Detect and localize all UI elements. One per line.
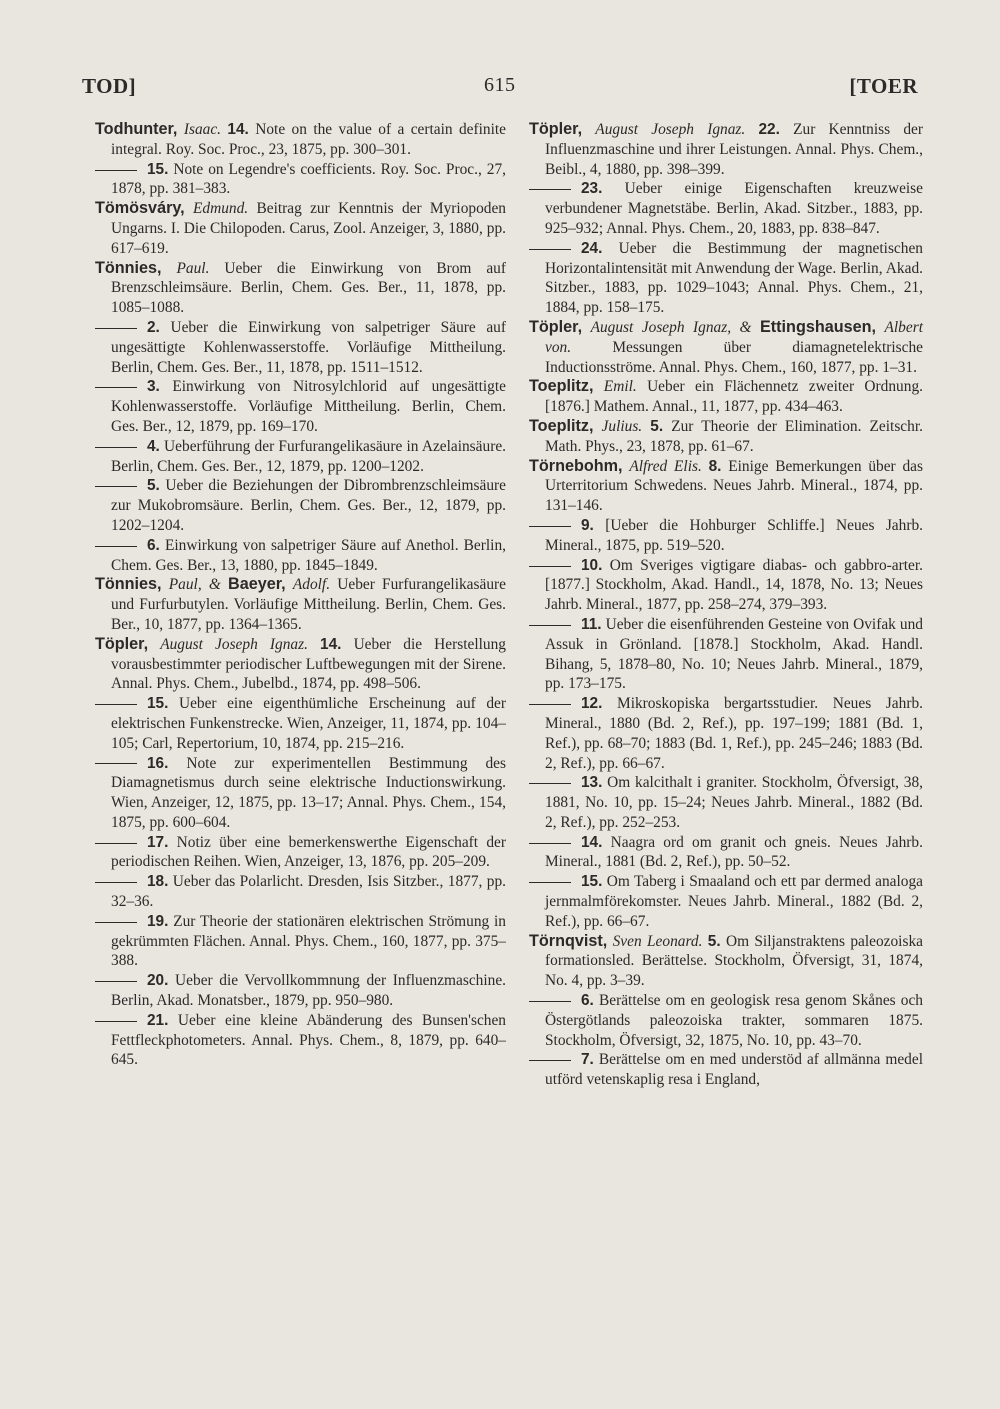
- author-surname: Törnqvist,: [529, 931, 608, 950]
- bibliography-entry: [545, 556, 923, 615]
- bibliography-entry: [545, 179, 923, 238]
- entry-citation: Einige Bemerkungen über das Urterritorium Schwedens. Neues Jahrb. Mineral., 1874, pp. 131–146.: [545, 457, 923, 515]
- bibliography-entry: [111, 476, 506, 535]
- entry-number: 20.: [147, 972, 169, 990]
- author-given-name: Paul.: [176, 259, 210, 277]
- author-surname: Törnebohm,: [529, 456, 623, 475]
- ditto-rule: [95, 981, 137, 982]
- entry-number: 15.: [581, 873, 603, 891]
- author-given-name: Isaac.: [183, 121, 222, 138]
- bibliography-entry: [545, 872, 923, 931]
- author-given-name: Edmund.: [193, 200, 249, 218]
- running-head-right: [TOER: [849, 74, 918, 98]
- page-number: 615: [484, 74, 516, 96]
- ditto-rule: [95, 387, 137, 388]
- bibliography-entry: [545, 239, 923, 318]
- right-column: [529, 120, 923, 1090]
- bibliography-entry: [545, 615, 923, 694]
- entry-citation: Om Taberg i Smaaland och ett par dermed analoga jernmalmförekomster. Neues Jahrb. Mineral., 1882 (Bd. 2, Ref.), pp. 66–67.: [545, 873, 923, 930]
- ditto-rule: [95, 1021, 137, 1022]
- ditto-rule: [529, 783, 571, 784]
- entry-number: 10.: [581, 556, 603, 574]
- entry-citation: Ueber eine kleine Abänderung des Bunsen'schen Fettfleckphotometers. Annal. Phys. Chem., 8, 1879, pp. 640–645.: [111, 1011, 506, 1069]
- entry-number: 15.: [147, 160, 169, 178]
- ditto-rule: [529, 526, 571, 527]
- ditto-rule: [529, 882, 571, 883]
- entry-citation: Ueber die Einwirkung von Brom auf Brenzschleimsäure. Berlin, Chem. Ges. Ber., 11, 1878, pp. 1085–1088.: [111, 259, 506, 317]
- ditto-rule: [95, 447, 137, 448]
- ditto-rule: [95, 328, 137, 329]
- entry-number: 24.: [581, 239, 603, 257]
- ditto-rule: [529, 249, 571, 250]
- bibliography-entry: [111, 971, 506, 1011]
- bibliography-entry: [111, 912, 506, 971]
- ditto-rule: [95, 843, 137, 844]
- entry-citation: Ueber die eisenführenden Gesteine von Ovifak und Assuk in Grönland. [1878.] Stockholm, Akad. Handl. Bihang, 5, 1878–80, No. 10; Neues Jahrb. Mineral., 1879, pp. 173–175.: [545, 615, 923, 693]
- entry-number: 21.: [147, 1011, 169, 1029]
- bibliography-entry: [95, 120, 506, 160]
- bibliography-entry: [545, 694, 923, 773]
- author-given-name: August Joseph Ignaz.: [160, 635, 308, 653]
- entry-citation: Ueber eine eigenthümliche Erscheinung auf der elektrischen Funkenstrecke. Wien, Anzeiger, 11, 1874, pp. 104–105; Carl, Repertorium, 10, 1874, pp. 215–216.: [111, 695, 506, 752]
- ditto-rule: [529, 566, 571, 567]
- entry-number: 15.: [147, 695, 169, 713]
- author-surname: Töpler,: [529, 120, 583, 138]
- running-head-left: TOD]: [82, 74, 137, 98]
- entry-number: 19.: [147, 912, 169, 930]
- entry-citation: Ueber das Polarlicht. Dresden, Isis Sitzber., 1877, pp. 32–36.: [111, 873, 506, 911]
- entry-number: 16.: [147, 754, 169, 772]
- author-surname: Toeplitz,: [529, 416, 594, 435]
- bibliography-entry: [545, 516, 923, 556]
- entry-citation: Einwirkung von salpetriger Säure auf Anethol. Berlin, Chem. Ges. Ber., 13, 1880, pp. 1845–1849.: [111, 536, 506, 574]
- coauthor-surname: Baeyer,: [228, 575, 286, 594]
- entry-number: 14.: [581, 833, 603, 851]
- author-given-name: Sven Leonard.: [612, 932, 703, 950]
- entry-citation: Om Siljanstraktens paleozoiska formationsled. Berättelse. Stockholm, Öfversigt, 31, 1874, No. 4, pp. 3–39.: [545, 932, 923, 990]
- entry-citation: Berättelse om en geologisk resa genom Skånes och Östergötlands paleozoiska trakter, sommaren 1875. Stockholm, Öfversigt, 32, 1875, No. 10, pp. 43–70.: [545, 992, 923, 1049]
- entry-citation: Ueber die Bestimmung der magnetischen Horizontalintensität mit Anwendung der Wage. Berlin, Akad. Sitzber., 1883, pp. 1029–1043; Annal. Phys. Chem., 21, 1884, pp. 158–175.: [545, 239, 923, 317]
- entry-number: 13.: [581, 774, 603, 792]
- entry-citation: Ueber ein Flächennetz zweiter Ordnung. [1876.] Mathem. Annal., 11, 1877, pp. 434–463.: [545, 378, 923, 416]
- entry-number: 22.: [758, 121, 780, 138]
- entry-citation: Berättelse om en med understöd af allmänna medel utförd vetenskaplig resa i England,: [545, 1051, 923, 1089]
- bibliography-entry: [545, 1050, 923, 1090]
- entry-number: 9.: [581, 516, 594, 534]
- left-column: [95, 120, 506, 1070]
- bibliography-entry: [111, 694, 506, 753]
- author-surname: Tömösváry,: [95, 199, 185, 218]
- entry-number: 2.: [147, 318, 160, 336]
- entry-citation: [Ueber die Hohburger Schliffe.] Neues Jahrb. Mineral., 1875, pp. 519–520.: [545, 516, 924, 554]
- bibliography-entry: [95, 575, 506, 634]
- bibliography-entry: [111, 1011, 506, 1070]
- entry-citation: Ueber die Einwirkung von salpetriger Säure auf ungesättigte Kohlenwasserstoffe. Vorläufige Mittheilung. Berlin, Chem. Ges. Ber., 11, 1878, pp. 1511–1512.: [111, 318, 506, 376]
- author-surname: Tönnies,: [95, 575, 162, 594]
- author-given-name: Emil.: [603, 378, 637, 396]
- ditto-rule: [95, 546, 137, 547]
- entry-citation: Naagra ord om granit och gneis. Neues Jahrb. Mineral., 1881 (Bd. 2, Ref.), pp. 50–52.: [545, 833, 923, 871]
- entry-citation: Ueber einige Eigenschaften kreuzweise verbundener Magnetstäbe. Berlin, Akad. Sitzber., 1883, pp. 925–932; Annal. Phys. Chem., 20, 1883, pp. 838–847.: [545, 180, 923, 237]
- entry-citation: Zur Theorie der Elimination. Zeitschr. Math. Phys., 23, 1878, pp. 61–67.: [545, 417, 923, 455]
- entry-number: 5.: [147, 477, 160, 495]
- ditto-rule: [95, 922, 137, 923]
- ditto-rule: [529, 704, 571, 705]
- ditto-rule: [95, 170, 137, 171]
- author-surname: Toeplitz,: [529, 377, 594, 396]
- entry-citation: Ueber die Herstellung vorausbestimmter periodischer Luftbewegungen mit der Sirene. Annal. Phys. Chem., Jubelbd., 1874, pp. 498–506.: [111, 635, 506, 693]
- author-given-name: Alfred Elis.: [629, 457, 702, 475]
- author-given-name: August Joseph Ignaz.: [595, 121, 746, 138]
- entry-number: 5.: [650, 417, 664, 435]
- author-surname: Todhunter,: [95, 120, 178, 138]
- entry-citation: Einwirkung von Nitrosylchlorid auf ungesättigte Kohlenwasserstoffe. Vorläufige Mittheilung. Berlin, Chem. Ges. Ber., 12, 1879, pp. 169–170.: [111, 378, 506, 435]
- author-surname: Tönnies,: [95, 258, 162, 277]
- entry-citation: Om Sveriges vigtigare diabas- och gabbro-arter. [1877.] Stockholm, Akad. Handl., 14, 1878, No. 13; Neues Jahrb. Mineral., 1877, pp. 258–274, 379–393.: [545, 556, 923, 614]
- entry-citation: Note zur experimentellen Bestimmung des Diamagnetismus durch seine elektrische Inductionswirkung. Wien, Anzeiger, 12, 1875, pp. 13–17; Annal. Phys. Chem., 154, 1875, pp. 600–604.: [111, 754, 507, 831]
- author-surname: Töpler,: [95, 634, 149, 653]
- entry-number: 6.: [147, 536, 160, 554]
- bibliography-entry: [545, 991, 923, 1050]
- entry-citation: Ueber die Beziehungen der Dibrombrenzschleimsäure zur Mukobromsäure. Berlin, Chem. Ges. Ber., 12, 1879, pp. 1202–1204.: [111, 477, 506, 534]
- bibliography-entry: [95, 634, 506, 694]
- entry-citation: Beitrag zur Kenntnis der Myriopoden Ungarns. I. Die Chilopoden. Carus, Zool. Anzeiger, 3, 1880, pp. 617–619.: [111, 200, 507, 257]
- bibliography-entry: [111, 833, 506, 873]
- entry-number: 4.: [147, 437, 160, 455]
- entry-number: 18.: [147, 873, 169, 891]
- bibliography-entry: [529, 120, 923, 179]
- ditto-rule: [529, 843, 571, 844]
- entry-citation: Zur Kenntniss der Influenzmaschine und ihrer Leistungen. Annal. Phys. Chem., Beibl., 4, 1880, pp. 398–399.: [545, 121, 923, 178]
- ditto-rule: [529, 1060, 571, 1061]
- coauthor-surname: Ettingshausen,: [759, 317, 877, 336]
- bibliography-entry: [111, 377, 506, 436]
- ditto-rule: [95, 486, 137, 487]
- bibliography-entry: [111, 160, 506, 200]
- entry-number: 14.: [320, 635, 342, 653]
- entry-number: 17.: [147, 833, 169, 851]
- author-given-name: Paul, &: [168, 576, 229, 594]
- entry-citation: Note on the value of a certain definite integral. Roy. Soc. Proc., 23, 1875, pp. 300–301.: [111, 121, 506, 158]
- coauthor-given-name: Albert von.: [545, 318, 923, 356]
- entry-number: 11.: [581, 615, 602, 633]
- entry-citation: Mikroskopiska bergartsstudier. Neues Jahrb. Mineral., 1880 (Bd. 2, Ref.), pp. 197–199; 1881 (Bd. 1, Ref.), pp. 68–70; 1883 (Bd. 1, Ref.), pp. 245–246; 1883 (Bd. 2, Ref.), pp. 66–67.: [545, 695, 923, 772]
- entry-citation: Ueber Furfurangelikasäure und Furfurbutylen. Vorläufige Mittheilung. Berlin, Chem. Ges. Ber., 10, 1877, pp. 1364–1365.: [111, 576, 506, 633]
- ditto-rule: [95, 882, 137, 883]
- entry-number: 5.: [707, 932, 721, 950]
- bibliography-entry: [111, 536, 506, 576]
- entry-citation: Ueberführung der Furfurangelikasäure in Azelainsäure. Berlin, Chem. Ges. Ber., 12, 1879, pp. 1200–1202.: [111, 437, 507, 475]
- bibliography-entry: [529, 377, 923, 417]
- bibliography-entry: [529, 416, 923, 457]
- entry-citation: Zur Theorie der stationären elektrischen Strömung in gekrümmten Flächen. Annal. Phys. Chem., 160, 1877, pp. 375–388.: [111, 912, 506, 970]
- entry-number: 7.: [581, 1051, 594, 1069]
- entry-number: 23.: [581, 180, 603, 198]
- coauthor-given-name: Adolf.: [292, 576, 331, 594]
- entry-number: 12.: [581, 695, 603, 713]
- entry-number: 6.: [581, 992, 594, 1010]
- entry-number: 14.: [227, 121, 249, 138]
- entry-number: 3.: [147, 378, 160, 396]
- bibliography-entry: [95, 258, 506, 318]
- author-surname: Töpler,: [529, 317, 583, 336]
- entry-citation: Note on Legendre's coefficients. Roy. Soc. Proc., 27, 1878, pp. 381–383.: [111, 160, 506, 198]
- ditto-rule: [529, 1001, 571, 1002]
- entry-number: 8.: [708, 457, 722, 475]
- entry-citation: Notiz über eine bemerkenswerthe Eigenschaft der periodischen Reihen. Wien, Anzeiger, 13, 1876, pp. 205–209.: [111, 833, 506, 871]
- bibliography-entry: [111, 437, 506, 477]
- entry-citation: Ueber die Vervollkommnung der Influenzmaschine. Berlin, Akad. Monatsber., 1879, pp. 950–980.: [111, 972, 506, 1010]
- ditto-rule: [529, 189, 571, 190]
- bibliography-entry: [529, 317, 923, 377]
- author-given-name: Julius.: [601, 417, 643, 435]
- bibliography-entry: [95, 199, 507, 258]
- ditto-rule: [95, 704, 137, 705]
- bibliography-entry: [529, 456, 923, 516]
- author-given-name: August Joseph Ignaz, &: [590, 318, 760, 336]
- bibliography-entry: [545, 773, 923, 832]
- ditto-rule: [95, 763, 137, 764]
- ditto-rule: [529, 625, 571, 626]
- bibliography-entry: [111, 872, 506, 912]
- bibliography-entry: [111, 754, 506, 833]
- bibliography-entry: [529, 931, 923, 991]
- entry-citation: Messungen über diamagnetelektrische Inductionsströme. Annal. Phys. Chem., 160, 1877, pp. 1–31.: [545, 338, 923, 376]
- entry-citation: Om kalcithalt i graniter. Stockholm, Öfversigt, 38, 1881, No. 10, pp. 15–24; Neues Jahrb. Mineral., 1882 (Bd. 2, Ref.), pp. 252–253.: [545, 774, 923, 831]
- bibliography-entry: [545, 833, 923, 873]
- bibliography-entry: [111, 318, 506, 377]
